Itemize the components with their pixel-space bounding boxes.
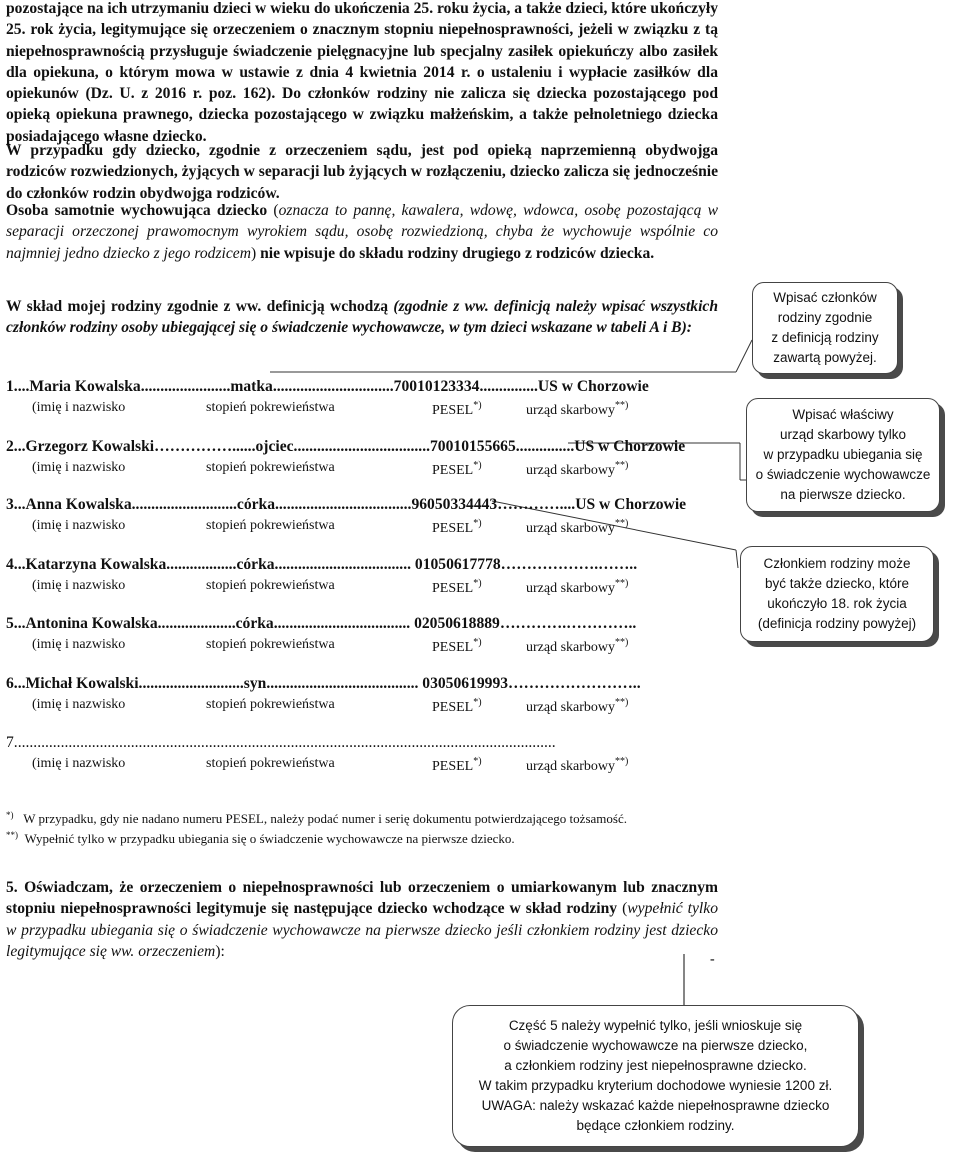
callout-line: Członkiem rodziny może	[763, 556, 911, 571]
paren-close: ):	[215, 942, 225, 960]
caption-office-label: urząd skarbowy	[526, 759, 616, 774]
caption-relation: stopień pokrewieństwa	[206, 460, 335, 475]
caption-relation: stopień pokrewieństwa	[206, 518, 335, 533]
caption-office-mark: **)	[615, 400, 629, 411]
footnote-pesel	[6, 810, 627, 827]
callout-line: urząd skarbowy tylko	[779, 427, 907, 442]
caption-pesel-mark: *)	[473, 637, 482, 648]
callout-line: być także dziecko, które	[764, 576, 910, 591]
paren-close: )	[250, 244, 261, 262]
family-composition-title: W skład mojej rodziny zgodnie z ww. definicją wchodzą	[6, 298, 389, 315]
family-member-entry[interactable]: 7...........................................................................................................................................	[6, 734, 556, 751]
callout-line: będące członkiem rodziny.	[576, 1118, 735, 1133]
callout-family-members-text	[771, 288, 878, 368]
caption-office	[526, 756, 628, 775]
callout-adult-child-text	[758, 554, 916, 634]
family-composition-instruction: (zgodnie z ww. definicją należy wpisać wszystkich członków rodziny osoby ubiegającej się o świadczenie wychowawcze, w tym dzieci wskazane w tabeli A i B):	[6, 298, 719, 337]
caption-relation: stopień pokrewieństwa	[206, 637, 335, 652]
caption-name: (imię i nazwisko	[32, 756, 126, 771]
caption-relation: stopień pokrewieństwa	[206, 697, 335, 712]
family-composition-lead	[6, 296, 718, 339]
caption-office	[526, 460, 628, 479]
caption-pesel	[432, 756, 482, 775]
section-5-instruction: wypełnić tylko w przypadku ubiegania się o świadczenie wychowawcze na pierwsze dziecko jeśli członkiem rodziny jest dziecko legitymujące się ww. orzeczeniem	[6, 900, 718, 960]
caption-name: (imię i nazwisko	[32, 578, 126, 593]
caption-pesel-label: PESEL	[432, 640, 474, 655]
caption-pesel-mark: *)	[473, 697, 482, 708]
caption-relation: stopień pokrewieństwa	[206, 400, 335, 415]
section-5-title: 5. Oświadczam, że orzeczeniem o niepełnosprawności lub orzeczeniem o umiarkowanym lub znacznym stopniu niepełnosprawności legitymuje się następujące dziecko wchodzące w skład rodziny	[6, 879, 718, 918]
callout-adult-child	[740, 546, 934, 642]
caption-office-mark: **)	[615, 697, 629, 708]
callout-line: (definicja rodziny powyżej)	[757, 616, 917, 631]
family-member-entry[interactable]: 4...Katarzyna Kowalska..................córka................................... 01050617778……………….……..	[6, 556, 638, 573]
callout-line: Część 5 należy wypełnić tylko, jeśli wnioskuje się	[508, 1018, 803, 1033]
callout-tax-office	[746, 398, 940, 512]
caption-office	[526, 637, 628, 656]
caption-name: (imię i nazwisko	[32, 400, 126, 415]
caption-office-label: urząd skarbowy	[526, 700, 616, 715]
caption-pesel-mark: *)	[473, 578, 482, 589]
callout-line: w przypadku ubiegania się	[763, 447, 923, 462]
family-member-entry[interactable]: 2...Grzegorz Kowalski……………......ojciec...................................70010155665...............US w Chorzowie	[6, 438, 686, 455]
callout-section-5-text	[479, 1016, 832, 1136]
callout-line: o świadczenie wychowawcze na pierwsze dziecko,	[503, 1038, 808, 1053]
callout-line: o świadczenie wychowawcze	[755, 467, 931, 482]
single-parent-term: Osoba samotnie wychowująca dziecko	[6, 202, 268, 219]
paren-open: (	[617, 900, 628, 918]
caption-pesel-label: PESEL	[432, 463, 474, 478]
callout-line: rodziny zgodnie	[777, 310, 873, 325]
family-member-entry[interactable]: 6...Michał Kowalski...........................syn....................................... 03050619993……………………..	[6, 675, 641, 692]
caption-pesel	[432, 400, 482, 419]
caption-pesel	[432, 637, 482, 656]
callout-line: ukończyło 18. rok życia	[767, 596, 907, 611]
caption-pesel-mark: *)	[473, 756, 482, 767]
callout-line: na pierwsze dziecko.	[780, 487, 906, 502]
caption-pesel-label: PESEL	[432, 581, 474, 596]
caption-pesel	[432, 578, 482, 597]
family-member-entry[interactable]: 5...Antonina Kowalska....................córka................................... 02050618889………….…………..	[6, 615, 637, 632]
callout-line: z definicją rodziny	[771, 330, 879, 345]
caption-office	[526, 697, 628, 716]
caption-pesel	[432, 697, 482, 716]
callout-line: a członkiem rodziny jest niepełnosprawne dziecko.	[504, 1058, 807, 1073]
caption-office-label: urząd skarbowy	[526, 463, 616, 478]
footnote-pesel-mark: *)	[6, 810, 14, 820]
callout-line: Wpisać członków	[773, 290, 877, 305]
caption-name: (imię i nazwisko	[32, 697, 126, 712]
caption-office-label: urząd skarbowy	[526, 640, 616, 655]
footnote-pesel-text: W przypadku, gdy nie nadano numeru PESEL, należy podać numer i serię dokumentu potwierdzającego tożsamość.	[23, 811, 627, 826]
caption-pesel-mark: *)	[473, 518, 482, 529]
caption-name: (imię i nazwisko	[32, 518, 126, 533]
caption-office-mark: **)	[615, 460, 629, 471]
caption-name: (imię i nazwisko	[32, 637, 126, 652]
caption-office-mark: **)	[615, 756, 629, 767]
caption-relation: stopień pokrewieństwa	[206, 756, 335, 771]
caption-office-label: urząd skarbowy	[526, 521, 616, 536]
single-parent-definition: oznacza to pannę, kawalera, wdowę, wdowca, osobę pozostającą w separacji orzeczonej prawomocnym wyrokiem sądu, osobę rozwiedzioną, chyba że wychowuje wspólnie co najmniej jedno dziecko z jego rodzicem	[6, 202, 719, 262]
caption-office-mark: **)	[615, 578, 629, 589]
caption-pesel-label: PESEL	[432, 700, 474, 715]
callout-line: W takim przypadku kryterium dochodowe wyniesie 1200 zł.	[478, 1078, 833, 1093]
section-5-entry-mark[interactable]: -	[710, 952, 715, 967]
single-parent-paragraph	[6, 200, 718, 264]
paren-open: (	[267, 202, 279, 219]
caption-pesel-mark: *)	[473, 400, 482, 411]
alternating-custody-paragraph: W przypadku gdy dziecko, zgodnie z orzeczeniem sądu, jest pod opieką naprzemienną obydwojga rodziców rozwiedzionych, żyjących w separacji lub żyjących w rozłączeniu, dziecko zalicza się jednocześnie do członków rodzin obydwojga rodziców.	[6, 142, 718, 202]
caption-pesel-label: PESEL	[432, 759, 474, 774]
footnote-office-text: Wypełnić tylko w przypadku ubiegania się o świadczenie wychowawcze na pierwsze dziecko.	[24, 831, 515, 846]
footnote-office	[6, 830, 515, 847]
caption-office	[526, 578, 628, 597]
caption-office	[526, 518, 628, 537]
footnote-office-mark: **)	[6, 830, 18, 840]
callout-line: zawartą powyżej.	[773, 350, 877, 365]
caption-pesel-label: PESEL	[432, 521, 474, 536]
single-parent-rule: nie wpisuje do składu rodziny drugiego z rodziców dziecka.	[260, 244, 655, 262]
callout-tax-office-text	[756, 405, 931, 505]
caption-relation: stopień pokrewieństwa	[206, 578, 335, 593]
caption-pesel	[432, 518, 482, 537]
caption-office-label: urząd skarbowy	[526, 581, 616, 596]
section-5-statement	[6, 877, 718, 962]
callout-line: Wpisać właściwy	[792, 407, 894, 422]
family-member-entry[interactable]: 3...Anna Kowalska...........................córka...................................96050334443…………....US w Chorzowie	[6, 496, 687, 513]
caption-pesel-mark: *)	[473, 460, 482, 471]
caption-pesel-label: PESEL	[432, 403, 474, 418]
caption-office-label: urząd skarbowy	[526, 403, 616, 418]
callout-section-5	[452, 1005, 859, 1147]
caption-name: (imię i nazwisko	[32, 460, 126, 475]
family-definition-paragraph: pozostające na ich utrzymaniu dzieci w wieku do ukończenia 25. roku życia, a także dzieci, które ukończyły 25. rok życia, legitymujące się orzeczeniem o znacznym stopniu niepełnosprawności, jeżeli w związku z tą niepełnosprawnością przysługuje świadczenie pielęgnacyjne lub specjalny zasiłek opiekuńczy albo zasiłek dla opiekuna, o którym mowa w ustawie z dnia 4 kwietnia 2014 r. o ustaleniu i wypłacie zasiłków dla opiekunów (Dz. U. z 2016 r. poz. 162). Do członków rodziny nie zalicza się dziecka pozostającego pod opieką opiekuna prawnego, dziecka pozostającego w związku małżeńskim, a także pełnoletniego dziecka posiadającego własne dziecko.	[6, 0, 718, 145]
caption-office-mark: **)	[615, 518, 629, 529]
callout-line: UWAGA: należy wskazać każde niepełnosprawne dziecko	[481, 1098, 830, 1113]
callout-family-members	[752, 282, 898, 374]
caption-office	[526, 400, 628, 419]
caption-pesel	[432, 460, 482, 479]
caption-office-mark: **)	[615, 637, 629, 648]
family-member-entry[interactable]: 1....Maria Kowalska.......................matka...............................70010123334...............US w Chorzowie	[6, 378, 649, 395]
